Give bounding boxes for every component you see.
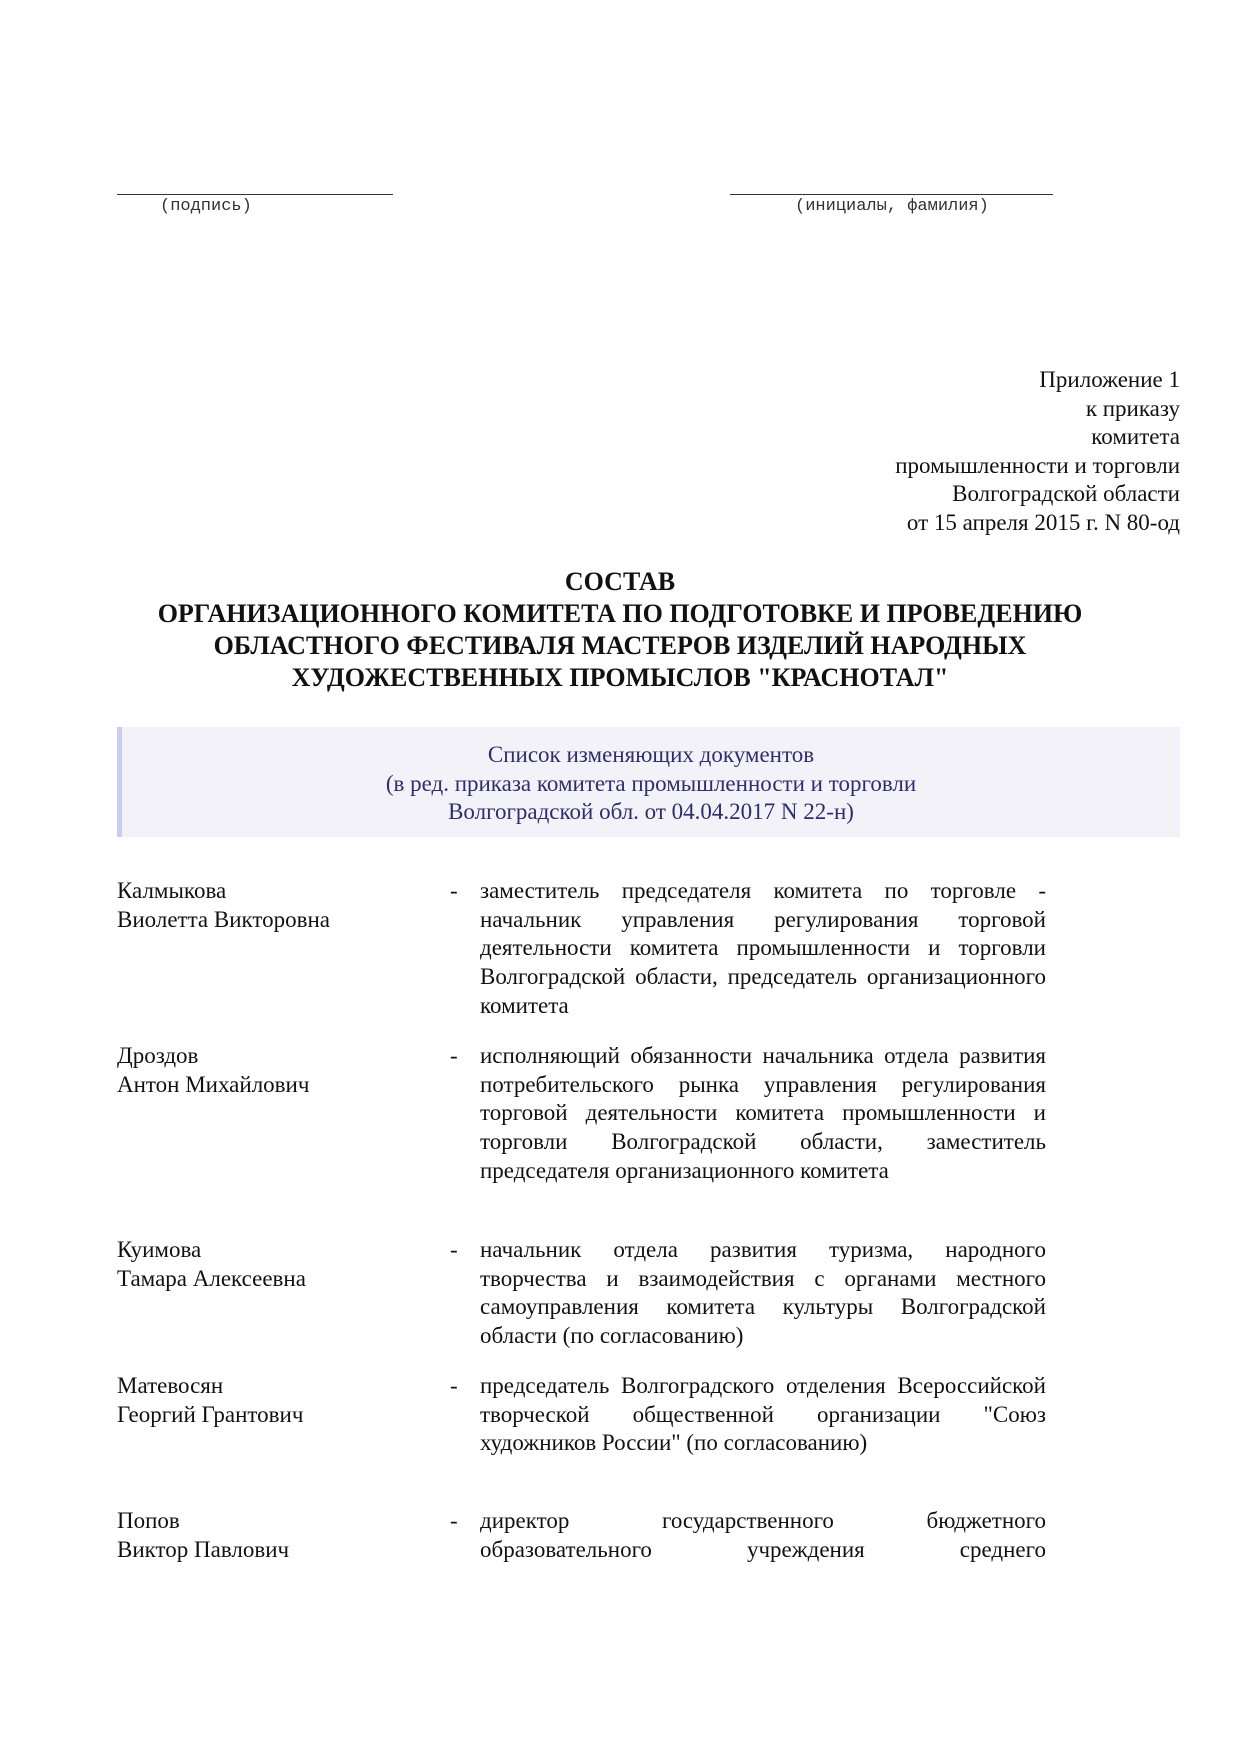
change-list-line: Волгоградской обл. от 04.04.2017 N 22-н) bbox=[448, 799, 854, 824]
given-name: Тамара Алексеевна bbox=[117, 1265, 306, 1291]
change-list-box bbox=[117, 727, 1180, 837]
title-line: ОРГАНИЗАЦИОННОГО КОМИТЕТА ПО ПОДГОТОВКЕ И ПРОВЕДЕНИЮ bbox=[157, 599, 1083, 628]
change-list-line: (в ред. приказа комитета промышленности и торговли bbox=[385, 770, 917, 796]
surname: Дроздов bbox=[117, 1043, 199, 1068]
surname: Куимова bbox=[117, 1237, 202, 1262]
given-name: Антон Михайлович bbox=[117, 1071, 310, 1097]
appendix-line: к приказу bbox=[1085, 395, 1180, 421]
title-line: ОБЛАСТНОГО ФЕСТИВАЛЯ МАСТЕРОВ ИЗДЕЛИЙ НАРОДНЫХ bbox=[213, 631, 1027, 660]
dash: - bbox=[450, 878, 458, 903]
member-name bbox=[117, 1042, 437, 1099]
member-name bbox=[117, 1507, 437, 1564]
member-name bbox=[117, 1236, 437, 1293]
given-name: Виолетта Викторовна bbox=[117, 906, 331, 932]
appendix-line: от 15 апреля 2015 г. N 80-од bbox=[906, 509, 1180, 535]
document-title bbox=[60, 566, 1180, 694]
dash: - bbox=[450, 1508, 458, 1533]
appendix-line: промышленности и торговли bbox=[895, 452, 1180, 478]
given-name: Виктор Павлович bbox=[117, 1536, 290, 1562]
appendix-line: Приложение 1 bbox=[1039, 367, 1180, 392]
signature-line bbox=[117, 194, 393, 195]
member-role: исполняющий обязанности начальника отдела развития потребительского рынка управления регулирования торговой деятельности комитета промышленности и торговли Волгоградской области, заместитель председателя организационного комитета bbox=[480, 1043, 1046, 1183]
appendix-line: комитета bbox=[1091, 424, 1180, 450]
dash: - bbox=[450, 1043, 458, 1068]
surname: Попов bbox=[117, 1508, 180, 1533]
member-name bbox=[117, 1372, 437, 1429]
surname: Калмыкова bbox=[117, 878, 227, 903]
dash: - bbox=[450, 1373, 458, 1398]
appendix-header bbox=[895, 366, 1180, 538]
initials-line bbox=[730, 194, 1053, 195]
change-list-title: Список изменяющих документов bbox=[487, 742, 815, 767]
title-line: СОСТАВ bbox=[564, 567, 676, 596]
member-name bbox=[117, 877, 437, 934]
signature-label: (подпись) bbox=[160, 197, 252, 216]
dash: - bbox=[450, 1237, 458, 1262]
member-role: заместитель председателя комитета по торговле - начальник управления регулирования торговой деятельности комитета промышленности и торговли Волгоградской области, председатель организационного комитета bbox=[480, 878, 1046, 1018]
initials-label: (инициалы, фамилия) bbox=[795, 197, 989, 216]
appendix-line: Волгоградской области bbox=[952, 481, 1180, 507]
member-role: начальник отдела развития туризма, народного творчества и взаимодействия с органами местного самоуправления комитета культуры Волгоградской области (по согласованию) bbox=[480, 1237, 1046, 1349]
member-role: председатель Волгоградского отделения Всероссийской творческой общественной организации "Союз художников России" (по согласованию) bbox=[480, 1373, 1046, 1456]
surname: Матевосян bbox=[117, 1373, 224, 1398]
member-role: директор государственного бюджетного образовательного учреждения среднего bbox=[480, 1508, 1046, 1562]
title-line: ХУДОЖЕСТВЕННЫХ ПРОМЫСЛОВ "КРАСНОТАЛ" bbox=[291, 663, 949, 692]
given-name: Георгий Грантович bbox=[117, 1401, 304, 1427]
